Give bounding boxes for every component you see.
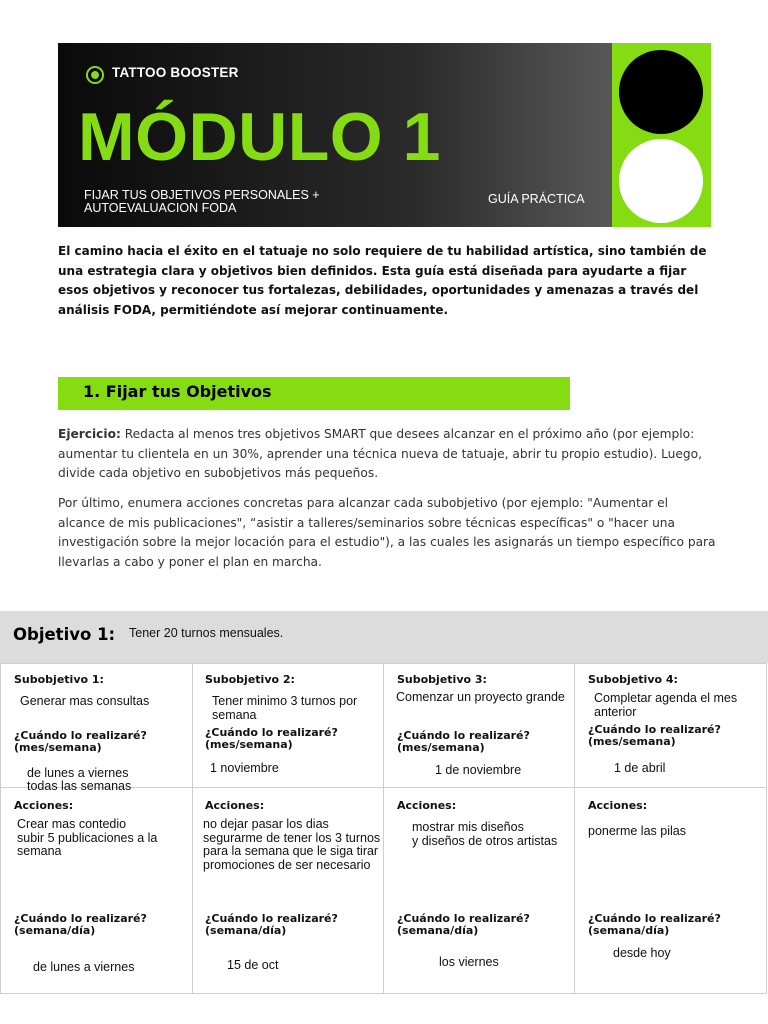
actions-label: Acciones:: [588, 799, 648, 812]
black-circle-decoration: [619, 50, 703, 134]
actions-label: Acciones:: [397, 799, 457, 812]
subobjective-cell: [1, 664, 193, 793]
actions-value[interactable]: no dejar pasar los dias segurarme de tener los 3 turnos para la semana que le siga tirar promociones de ser necesario: [203, 817, 381, 872]
header-banner: [58, 43, 711, 227]
module-subtitle: FIJAR TUS OBJETIVOS PERSONALES + AUTOEVALUACION FODA: [84, 188, 320, 215]
section-heading-bar: [58, 377, 570, 410]
action-when-value[interactable]: los viernes: [439, 955, 499, 969]
when-value[interactable]: 1 noviembre: [210, 761, 279, 775]
exercise-text: Redacta al menos tres objetivos SMART que desees alcanzar en el próximo año (por ejemplo: aumentar tu clientela en un 30%, aprender una técnica nueva de tatuaje, abrir tu propio estudio). Luego, divide cada objetivo en subobjetivos más pequeños.: [58, 427, 702, 480]
section-title: 1. Fijar tus Objetivos: [83, 382, 272, 401]
subobjective-cell: [193, 664, 384, 788]
decorative-panel: [612, 43, 711, 227]
action-when-label: ¿Cuándo lo realizaré? (semana/día): [14, 912, 147, 937]
when-label: ¿Cuándo lo realizaré? (mes/semana): [14, 729, 147, 754]
when-value[interactable]: 1 de abril: [614, 761, 666, 775]
subobjective-value[interactable]: Generar mas consultas: [20, 694, 150, 708]
exercise-label: Ejercicio:: [58, 427, 121, 441]
brand-name: TATTOO BOOSTER: [112, 65, 239, 80]
action-when-label: ¿Cuándo lo realizaré? (semana/día): [397, 912, 530, 937]
actions-value[interactable]: ponerme las pilas: [588, 824, 686, 838]
intro-paragraph: El camino hacia el éxito en el tatuaje no solo requiere de tu habilidad artística, sino también de una estrategia clara y objetivos bien definidos. Esta guía está diseñada para ayudarte a fijar esos objetivos y reconocer tus fortalezas, debilidades, oportunidades y amenazas a través del análisis FODA, permitiéndote así mejorar continuamente.: [58, 244, 707, 317]
tattoo-booster-logo-icon: [86, 66, 104, 84]
subobjective-label: Subobjetivo 3:: [397, 673, 487, 686]
module-title: MÓDULO 1: [78, 99, 441, 175]
actions-cell: [384, 788, 575, 994]
white-circle-decoration: [619, 139, 703, 223]
when-label: ¿Cuándo lo realizaré? (mes/semana): [588, 723, 721, 748]
subobjective-label: Subobjetivo 1:: [14, 673, 104, 686]
objective-header: [0, 611, 768, 663]
subobjective-cell: [384, 664, 575, 788]
actions-label: Acciones:: [14, 799, 74, 812]
when-value[interactable]: 1 de noviembre: [435, 763, 522, 777]
actions-label: Acciones:: [205, 799, 265, 812]
when-label: ¿Cuándo lo realizaré? (mes/semana): [397, 729, 530, 754]
objectives-grid: [0, 663, 767, 994]
subobjective-value[interactable]: Tener minimo 3 turnos por semana: [212, 694, 358, 722]
action-when-value[interactable]: desde hoy: [613, 946, 671, 960]
subobjective-label: Subobjetivo 4:: [588, 673, 678, 686]
guide-label: GUÍA PRÁCTICA: [488, 192, 585, 206]
subobjective-label: Subobjetivo 2:: [205, 673, 295, 686]
actions-value[interactable]: mostrar mis diseños y diseños de otros artistas: [412, 820, 558, 848]
exercise-paragraph: [58, 425, 718, 484]
subobjective-value[interactable]: Comenzar un proyecto grande: [396, 690, 565, 704]
actions-cell: [193, 788, 384, 994]
action-when-value[interactable]: de lunes a viernes: [33, 960, 135, 974]
subobjective-value[interactable]: Completar agenda el mes anterior: [594, 691, 738, 719]
actions-value[interactable]: Crear mas contedio subir 5 publicaciones a la semana: [17, 817, 158, 858]
when-label: ¿Cuándo lo realizaré? (mes/semana): [205, 726, 338, 751]
actions-cell: [1, 788, 193, 994]
when-value[interactable]: de lunes a viernes todas las semanas: [27, 766, 132, 793]
action-when-label: ¿Cuándo lo realizaré? (semana/día): [205, 912, 338, 937]
action-when-label: ¿Cuándo lo realizaré? (semana/día): [588, 912, 721, 937]
subobjective-cell: [575, 664, 767, 788]
actions-cell: [575, 788, 767, 994]
action-when-value[interactable]: 15 de oct: [227, 958, 279, 972]
objective-value[interactable]: Tener 20 turnos mensuales.: [129, 626, 284, 640]
objective-label: Objetivo 1:: [13, 625, 116, 644]
actions-paragraph: Por último, enumera acciones concretas para alcanzar cada subobjetivo (por ejemplo: "Aumentar el alcance de mis publicaciones", “asistir a talleres/seminarios sobre técnicas específicas" o "hacer una investigación sobre la mejor locación para el estudio"), a las cuales les asignarás un tiempo específico para llevarlas a cabo y poner el plan en marcha.: [58, 496, 716, 569]
